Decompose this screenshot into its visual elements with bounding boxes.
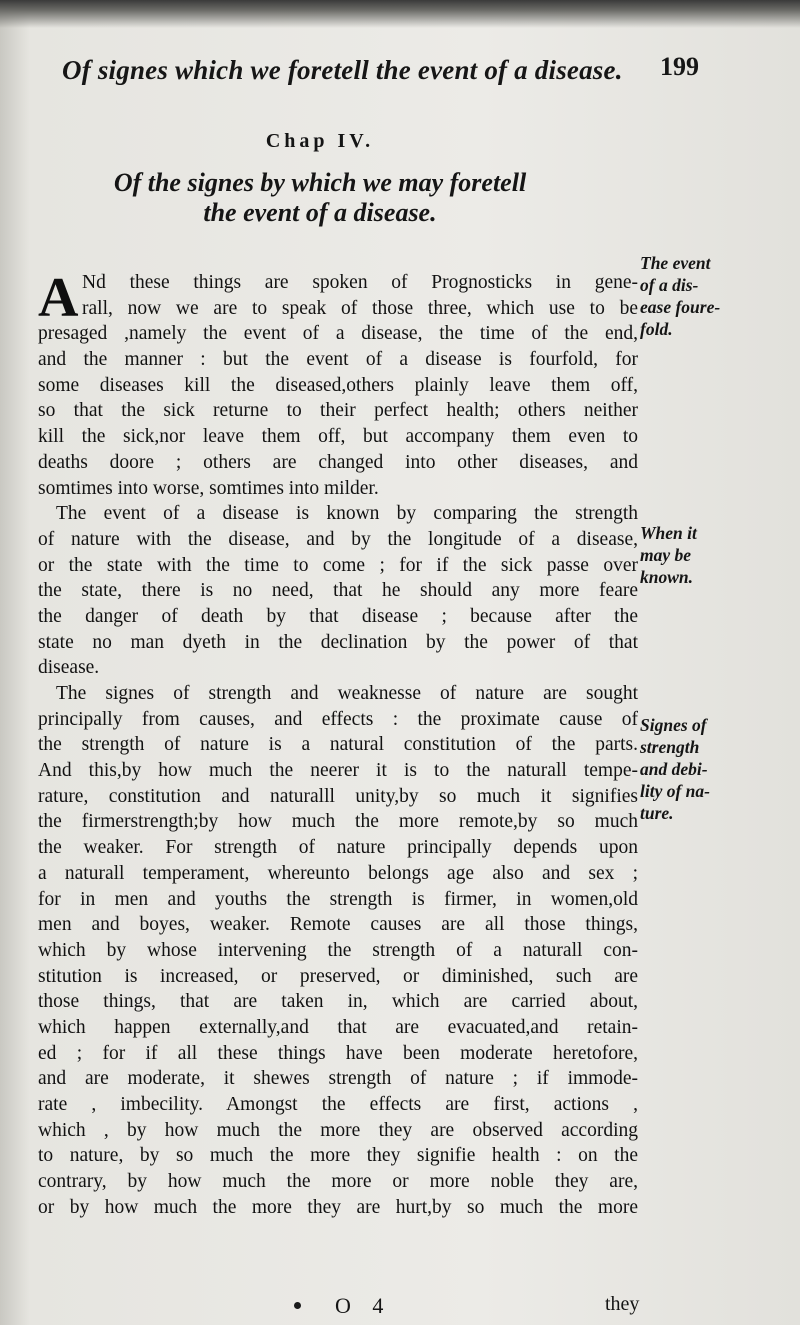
text-line: disease. — [38, 657, 100, 679]
chapter-title — [0, 168, 640, 228]
chapter-title-line: Of the signes by which we may foretell — [113, 168, 527, 197]
text-line: some diseases kill the diseased,others plainly leave them off, — [38, 374, 638, 396]
text-line: ed ; for if all these things have been moderate heretofore, — [38, 1042, 638, 1064]
catchword: they — [605, 1293, 640, 1315]
text-line: stitution is increased, or preserved, or diminished, such are — [38, 965, 638, 987]
ink-dot — [294, 1302, 301, 1309]
text-line: which by whose intervening the strength of a naturall con- — [38, 939, 638, 961]
text-line: rall, now we are to speak of those three, which use to be — [82, 297, 638, 319]
text-line: principally from causes, and effects : the proximate cause of — [38, 708, 638, 730]
body-text — [38, 267, 638, 1220]
text-line: of nature with the disease, and by the longitude of a disease, — [38, 528, 638, 550]
text-line: and the manner : but the event of a disease is fourfold, for — [38, 349, 638, 371]
drop-capital: A — [38, 267, 79, 329]
margin-note-signes-of-strength: Signes of strength and debi- lity of na- ture. — [640, 715, 710, 823]
text-line: rate , imbecility. Amongst the effects are first, actions , — [38, 1094, 638, 1115]
text-line: men and boyes, weaker. Remote causes are all those things, — [38, 914, 638, 936]
text-line: to nature, by so much the more they signifie health : on the — [38, 1145, 638, 1167]
margin-note-when-known: When it may be known. — [640, 523, 697, 587]
text-line: presaged ,namely the event of a disease, the time of the end, — [38, 323, 638, 345]
running-title: Of signes which we foretell the event of a disease. — [62, 55, 623, 85]
text-line: deaths doore ; others are changed into other diseases, and — [38, 451, 638, 473]
text-line: And this,by how much the neerer it is to the naturall tempe- — [38, 760, 638, 782]
text-line: the firmerstrength;by how much the more remote,by so much — [38, 811, 638, 833]
text-line: the danger of death by that disease ; because after the — [38, 605, 638, 627]
text-line: the strength of nature is a natural constitution of the parts. — [38, 734, 638, 756]
text-line: which happen externally,and that are evacuated,and retain- — [38, 1016, 638, 1038]
text-line: A Nd these things are spoken of Prognosticks in gene- — [38, 267, 638, 329]
text-line: contrary, by how much the more or more noble they are, — [38, 1171, 638, 1193]
text-line: kill the sick,nor leave them off, but accompany them even to — [38, 426, 638, 448]
text-line: The event of a disease is known by comparing the strength — [56, 503, 638, 525]
text-line: somtimes into worse, somtimes into milder. — [38, 477, 379, 499]
text-line: the weaker. For strength of nature principally depends upon — [38, 837, 638, 859]
chapter-title-line: the event of a disease. — [203, 198, 437, 227]
text-line: and are moderate, it shewes strength of nature ; if immode- — [38, 1068, 638, 1090]
page-number: 199 — [660, 52, 699, 81]
text-line: a naturall temperament, whereunto belongs age also and sex ; — [38, 862, 638, 884]
text-line: for in men and youths the strength is firmer, in women,old — [38, 888, 638, 910]
text-line: those things, that are taken in, which are carried about, — [38, 991, 638, 1013]
text-line: the state, there is no need, that he should any more feare — [38, 580, 638, 602]
text-line: which , by how much the more they are observed according — [38, 1119, 638, 1141]
text-line: The signes of strength and weaknesse of nature are sought — [56, 683, 638, 704]
signature-mark: O 4 — [335, 1293, 392, 1318]
text-line: state no man dyeth in the declination by the power of that — [38, 631, 638, 653]
text-line: rature, constitution and naturalll unity,by so much it signifies — [38, 785, 638, 807]
chapter-heading: Chap IV. — [265, 130, 375, 152]
text-line: or the state with the time to come ; for if the sick passe over — [38, 554, 638, 576]
text-line: or by how much the more they are hurt,by so much the more — [38, 1196, 638, 1218]
text-line: so that the sick returne to their perfect health; others neither — [38, 400, 638, 422]
margin-note-event: The event of a dis- ease foure- fold. — [640, 253, 721, 339]
